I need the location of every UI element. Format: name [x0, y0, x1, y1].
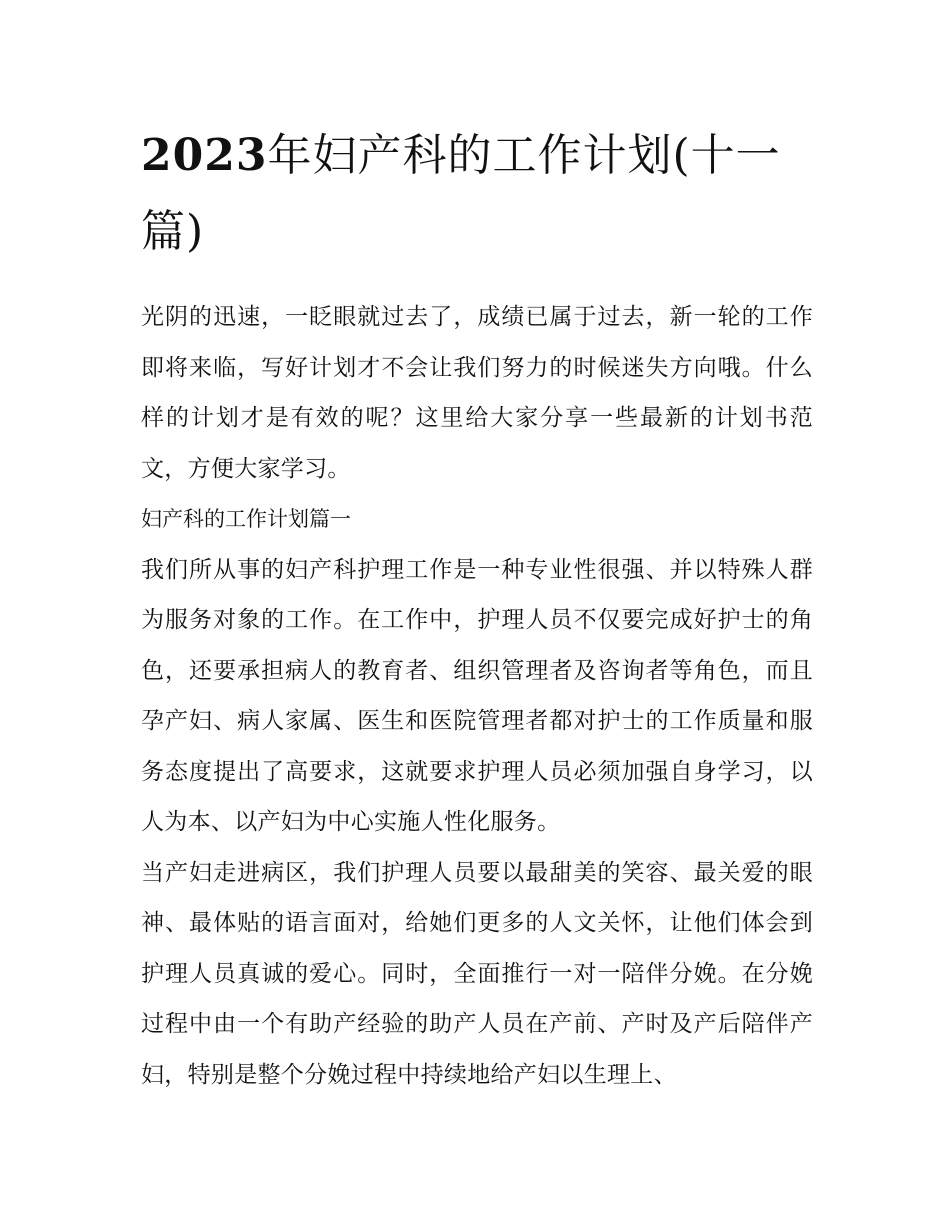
title-text: 年妇产科的工作计划(十一篇)	[141, 130, 781, 257]
document-title	[141, 118, 813, 270]
intro-paragraph: 光阴的迅速，一眨眼就过去了，成绩已属于过去，新一轮的工作即将来临，写好计划才不会让我们努力的时候迷失方向哦。什么样的计划才是有效的呢？这里给大家分享一些最新的计划书范文，方便大家学习。	[141, 304, 813, 482]
document-page	[141, 118, 813, 1100]
body-paragraph-2: 当产妇走进病区，我们护理人员要以最甜美的笑容、最关爱的眼神、最体贴的语言面对，给她们更多的人文关怀，让他们体会到护理人员真诚的爱心。同时，全面推行一对一陪伴分娩。在分娩过程中由一个有助产经验的助产人员在产前、产时及产后陪伴产妇，特别是整个分娩过程中持续地给产妇以生理上、	[141, 859, 813, 1088]
body-paragraph-1: 我们所从事的妇产科护理工作是一种专业性很强、并以特殊人群为服务对象的工作。在工作中，护理人员不仅要完成好护士的角色，还要承担病人的教育者、组织管理者及咨询者等角色，而且孕产妇、病人家属、医生和医院管理者都对护士的工作质量和服务态度提出了高要求，这就要求护理人员必须加强自身学习，以人为本、以产妇为中心实施人性化服务。	[141, 556, 813, 835]
section-heading: 妇产科的工作计划篇一	[141, 507, 351, 531]
title-year: 2023	[141, 130, 268, 181]
